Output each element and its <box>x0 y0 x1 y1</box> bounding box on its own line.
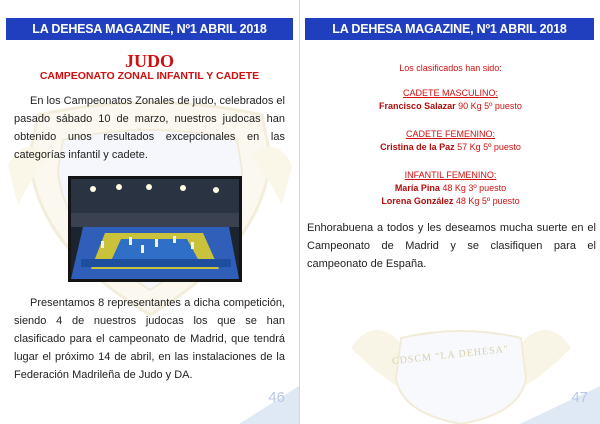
magazine-header: LA DEHESA MAGAZINE, Nº1 ABRIL 2018 <box>6 18 293 40</box>
athlete-detail: 48 Kg 3º puesto <box>439 183 507 193</box>
athlete-name: Francisco Salazar <box>379 101 456 111</box>
athlete-entry <box>301 195 600 208</box>
athlete-detail: 90 Kg 5º puesto <box>455 101 522 111</box>
group-cadete-masculino <box>301 87 600 113</box>
page-corner-decoration <box>520 386 600 424</box>
article-title: JUDO <box>125 51 174 71</box>
judo-competition-photo <box>68 176 242 282</box>
qualified-intro: Los clasificados han sido: <box>399 63 502 73</box>
page-number: 47 <box>571 389 588 406</box>
athlete-detail: 48 Kg 5º puesto <box>453 196 520 206</box>
intro-paragraph: En los Campeonatos Zonales de judo, celebrados el pasado sábado 10 de marzo, nuestros judocas han obtenido unos resultados excepcionales en las categorías infantil y cadete. <box>14 95 285 161</box>
right-page <box>301 0 600 424</box>
body-paragraph: Presentamos 8 representantes a dicha competición, siendo 4 de nuestros judocas los que se han clasificado para el campeonato de Madrid, que tendrá lugar el próximo 14 de abril, en las instalaciones de la Federación Madrileña de Judo y DA. <box>14 297 285 381</box>
athlete-name: María Pina <box>394 183 440 193</box>
athlete-detail: 57 Kg 5º puesto <box>454 142 521 152</box>
article-subtitle: CAMPEONATO ZONAL INFANTIL Y CADETE <box>39 70 260 82</box>
athlete-entry <box>301 182 600 195</box>
magazine-header: LA DEHESA MAGAZINE, Nº1 ABRIL 2018 <box>305 18 594 40</box>
athlete-name: Cristina de la Paz <box>380 142 455 152</box>
group-label: CADETE MASCULINO: <box>402 88 498 98</box>
closing-paragraph: Enhorabuena a todos y les deseamos mucha suerte en el Campeonato de Madrid y se clasifiquen para el campeonato de España. <box>307 222 596 270</box>
club-crest-text: CDSCM "LA DEHESA" <box>391 343 510 368</box>
group-label: CADETE FEMENINO: <box>405 129 495 139</box>
athlete-entry <box>301 141 600 154</box>
group-cadete-femenino <box>301 128 600 154</box>
athlete-name: Lorena González <box>381 196 454 206</box>
group-label: INFANTIL FEMENINO: <box>404 170 497 180</box>
group-infantil-femenino <box>301 169 600 208</box>
page-number: 46 <box>268 389 285 406</box>
judo-hall-image <box>71 179 239 279</box>
athlete-entry <box>301 100 600 113</box>
